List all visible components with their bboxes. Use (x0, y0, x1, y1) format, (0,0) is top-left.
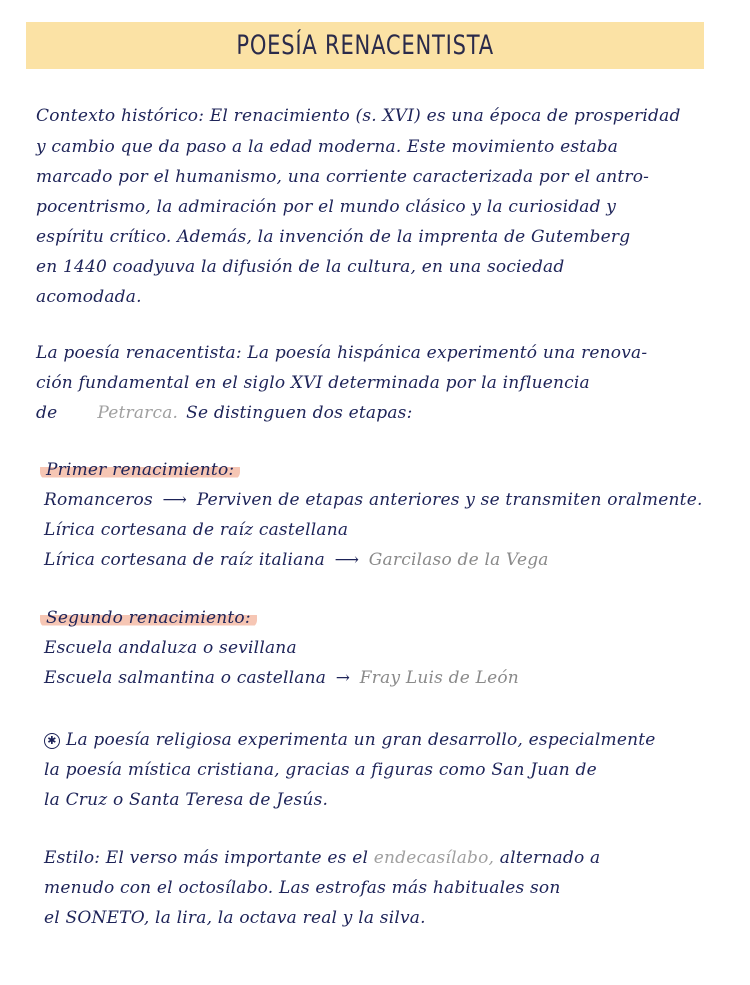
petrarca-name: Petrarca. (97, 403, 179, 423)
romanceros-label: Romanceros (44, 490, 153, 510)
estilo-line1-a: Estilo: El verso más importante es el (44, 848, 369, 868)
poesia-line3-suffix: Se distinguen dos etapas: (186, 403, 413, 423)
poesia-line: La poesía renacentista: La poesía hispánica experimentó una renova- (36, 343, 648, 363)
segundo-heading-text: Segundo renacimiento: (40, 608, 257, 628)
context-line: Contexto histórico: El renacimiento (s. XVI) es una época de prosperidad (36, 106, 681, 126)
segundo-heading (40, 608, 257, 628)
endecasilabo-term: endecasílabo, (373, 848, 495, 868)
arrow-right-icon: ⟶ (162, 490, 188, 510)
poesia-line (36, 403, 413, 423)
page-title: POESÍA RENACENTISTA (236, 30, 494, 61)
estilo-line: menudo con el octosílabo. Las estrofas más habituales son (44, 878, 561, 898)
primer-heading-text: Primer renacimiento: (40, 460, 240, 480)
list-item (44, 550, 549, 570)
context-line: espíritu crítico. Además, la invención de la imprenta de Gutemberg (36, 227, 631, 247)
estilo-line (44, 848, 600, 868)
list-item (44, 490, 703, 510)
religiosa-line: la poesía mística cristiana, gracias a figuras como San Juan de (44, 760, 597, 780)
estilo-line: el SONETO, la lira, la octava real y la silva. (44, 908, 426, 928)
poesia-line: ción fundamental en el siglo XVI determinada por la influencia (36, 373, 590, 393)
list-item (44, 668, 519, 688)
lirica-italiana-label: Lírica cortesana de raíz italiana (44, 550, 325, 570)
romanceros-desc: Perviven de etapas anteriores y se transmiten oralmente. (196, 490, 703, 510)
context-line: y cambio que da paso a la edad moderna. Este movimiento estaba (36, 137, 619, 157)
context-line: acomodada. (36, 287, 142, 307)
list-item: Escuela andaluza o sevillana (44, 638, 297, 658)
context-line: marcado por el humanismo, una corriente caracterizada por el antro- (36, 167, 650, 187)
context-line: pocentrismo, la admiración por el mundo clásico y la curiosidad y (36, 197, 617, 217)
primer-heading (40, 460, 240, 480)
escuela-salmantina-label: Escuela salmantina o castellana (44, 668, 327, 688)
context-line: en 1440 coadyuva la difusión de la cultura, en una sociedad (36, 257, 565, 277)
estilo-line1-c: alternado a (499, 848, 601, 868)
poesia-line3-prefix: de (36, 403, 58, 423)
religiosa-line1-text: La poesía religiosa experimenta un gran desarrollo, especialmente (66, 730, 656, 750)
garcilaso-name: Garcilaso de la Vega (368, 550, 549, 570)
asterisk-icon: ✱ (44, 733, 60, 749)
fray-luis-name: Fray Luis de León (359, 668, 519, 688)
religiosa-line (44, 730, 656, 750)
arrow-right-icon: → (335, 668, 351, 688)
list-item: Lírica cortesana de raíz castellana (44, 520, 349, 540)
arrow-right-icon: ⟶ (334, 550, 360, 570)
religiosa-line: la Cruz o Santa Teresa de Jesús. (44, 790, 329, 810)
title-bar (26, 22, 704, 69)
